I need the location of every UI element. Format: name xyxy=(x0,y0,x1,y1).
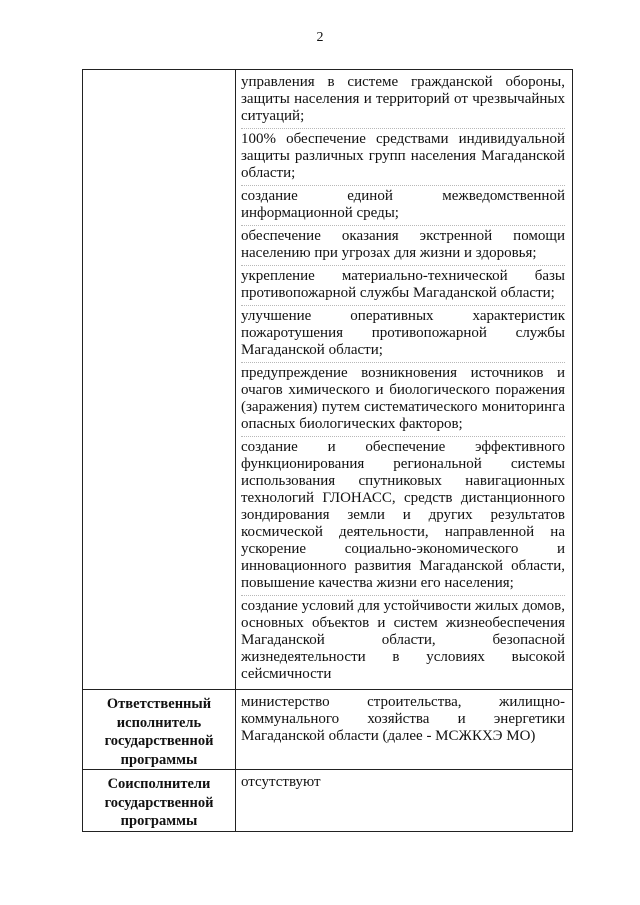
goals-label xyxy=(83,70,235,75)
coexecutors-value: отсутствуют xyxy=(241,774,321,790)
responsible-content-cell xyxy=(236,690,573,770)
coexecutors-label-cell xyxy=(83,770,236,832)
table-row-responsible-executor xyxy=(83,690,573,770)
responsible-executor-value: министерство строительства, жилищно-коммунального хозяйства и энергетики Магаданской области (далее - МСЖКХЭ МО) xyxy=(241,694,565,744)
goal-item: создание условий для устойчивости жилых домов, основных объектов и систем жизнеобеспечения Магаданской области, безопасной жизнедеятельности в условиях высокой сейсмичности xyxy=(241,595,565,689)
responsible-label-cell xyxy=(83,690,236,770)
goal-item: управления в системе гражданской обороны, защиты населения и территорий от чрезвычайных ситуаций; xyxy=(241,74,565,124)
goal-item: предупреждение возникновения источников и очагов химического и биологического поражения (заражения) путем систематического мониторинга опасных биологических факторов; xyxy=(241,362,565,436)
goal-item: улучшение оперативных характеристик пожаротушения противопожарной службы Магаданской области; xyxy=(241,305,565,362)
goal-item: создание единой межведомственной информационной среды; xyxy=(241,185,565,225)
coexecutors-content-cell xyxy=(236,770,573,832)
responsible-executor-label: Ответственный исполнитель государственной программы xyxy=(104,696,214,768)
page-number: 2 xyxy=(316,30,324,45)
goal-item: создание и обеспечение эффективного функционирования региональной системы использования спутниковых навигационных технологий ГЛОНАСС, средств дистанционного зондирования земли и других результатов космической деятельности, направленной на ускорение социально-экономического и инновационного развития Магаданской области, повышение качества жизни его населения; xyxy=(241,436,565,595)
goal-item: укрепление материально-технической базы противопожарной службы Магаданской области; xyxy=(241,265,565,305)
table-row-goals xyxy=(83,70,573,690)
goals-label-cell xyxy=(83,70,236,690)
goal-item: обеспечение оказания экстренной помощи населению при угрозах для жизни и здоровья; xyxy=(241,225,565,265)
goals-content-cell xyxy=(236,70,573,690)
program-passport-table xyxy=(82,69,573,832)
goal-item: 100% обеспечение средствами индивидуальной защиты различных групп населения Магаданской области; xyxy=(241,128,565,185)
table-row-coexecutors xyxy=(83,770,573,832)
coexecutors-label: Соисполнители государственной программы xyxy=(104,776,214,829)
